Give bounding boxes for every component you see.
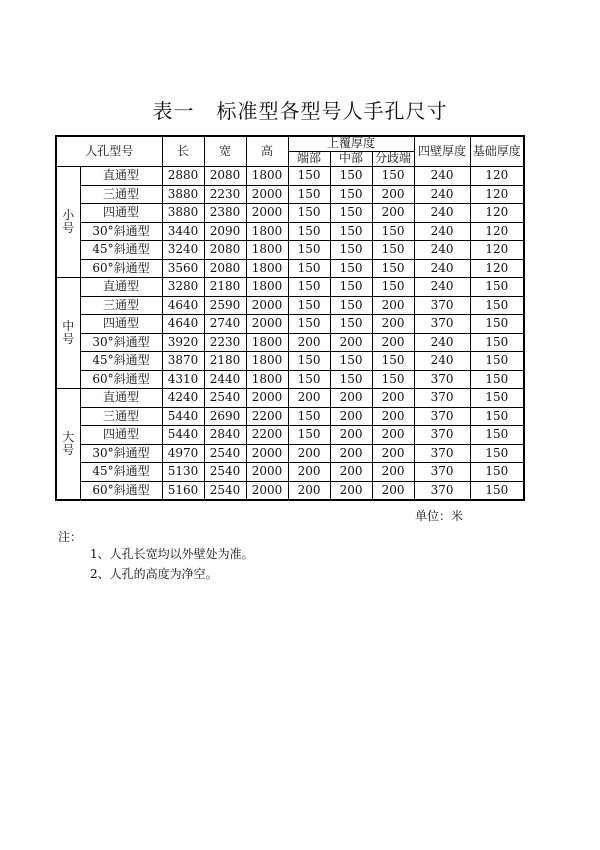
cell-length: 3880	[162, 204, 204, 223]
table-row	[56, 204, 524, 223]
cell-length: 3880	[162, 185, 204, 204]
note-2: 2、人孔的高度为净空。	[90, 567, 218, 581]
header-wall-thickness: 四壁厚度	[414, 136, 470, 167]
cell-base: 150	[470, 315, 524, 334]
cell-base: 150	[470, 370, 524, 389]
cell-wall: 240	[414, 222, 470, 241]
cell-cover-end: 150	[288, 241, 330, 260]
cell-cover-end: 150	[288, 185, 330, 204]
cell-height: 2000	[246, 389, 288, 408]
cell-height: 1800	[246, 278, 288, 297]
cell-width: 2090	[204, 222, 246, 241]
header-cover-thickness: 上覆厚度	[288, 136, 414, 152]
cell-type: 四通型	[80, 426, 162, 445]
cell-height: 2200	[246, 407, 288, 426]
cell-wall: 370	[414, 315, 470, 334]
cell-length: 3280	[162, 278, 204, 297]
cell-cover-end: 150	[288, 315, 330, 334]
cell-cover-end: 150	[288, 259, 330, 278]
cell-height: 2000	[246, 463, 288, 482]
cell-length: 3870	[162, 352, 204, 371]
cell-cover-branch: 200	[372, 389, 414, 408]
cell-cover-end: 200	[288, 333, 330, 352]
cell-cover-middle: 150	[330, 222, 372, 241]
cell-height: 2000	[246, 444, 288, 463]
cell-length: 3560	[162, 259, 204, 278]
cell-width: 2840	[204, 426, 246, 445]
cell-cover-branch: 200	[372, 185, 414, 204]
cell-width: 2740	[204, 315, 246, 334]
cell-base: 120	[470, 259, 524, 278]
cell-width: 2230	[204, 185, 246, 204]
cell-height: 2000	[246, 204, 288, 223]
cell-width: 2440	[204, 370, 246, 389]
cell-cover-middle: 200	[330, 389, 372, 408]
cell-width: 2080	[204, 259, 246, 278]
table-row	[56, 333, 524, 352]
cell-cover-branch: 200	[372, 333, 414, 352]
cell-wall: 370	[414, 444, 470, 463]
cell-wall: 240	[414, 241, 470, 260]
cell-base: 150	[470, 333, 524, 352]
cell-cover-branch: 200	[372, 444, 414, 463]
cell-cover-end: 200	[288, 389, 330, 408]
cell-wall: 240	[414, 185, 470, 204]
cell-wall: 370	[414, 481, 470, 500]
cell-cover-branch: 200	[372, 463, 414, 482]
note-1: 1、人孔长宽均以外壁处为准。	[90, 547, 254, 561]
cell-cover-end: 150	[288, 222, 330, 241]
header-length: 长	[162, 136, 204, 167]
cell-wall: 370	[414, 426, 470, 445]
cell-height: 1800	[246, 333, 288, 352]
cell-length: 4640	[162, 296, 204, 315]
cell-type: 30°斜通型	[80, 333, 162, 352]
cell-wall: 240	[414, 259, 470, 278]
unit-label: 单位：米	[415, 509, 464, 523]
cell-wall: 240	[414, 333, 470, 352]
page-title: 表一 标准型各型号人手孔尺寸	[152, 99, 448, 123]
cell-cover-end: 150	[288, 407, 330, 426]
manhole-dimensions-table	[55, 135, 525, 501]
table-row	[56, 426, 524, 445]
cell-type: 直通型	[80, 278, 162, 297]
cell-cover-branch: 200	[372, 315, 414, 334]
table-row	[56, 167, 524, 186]
cell-cover-middle: 200	[330, 426, 372, 445]
cell-height: 2000	[246, 296, 288, 315]
cell-cover-end: 150	[288, 278, 330, 297]
table-row	[56, 296, 524, 315]
cell-base: 120	[470, 185, 524, 204]
cell-cover-middle: 150	[330, 370, 372, 389]
cell-length: 5160	[162, 481, 204, 500]
cell-length: 4240	[162, 389, 204, 408]
cell-wall: 240	[414, 167, 470, 186]
cell-length: 4310	[162, 370, 204, 389]
header-type: 人孔型号	[56, 136, 162, 167]
cell-base: 150	[470, 407, 524, 426]
header-base-thickness: 基础厚度	[470, 136, 524, 167]
header-cover-middle: 中部	[330, 152, 372, 167]
cell-type: 直通型	[80, 389, 162, 408]
cell-cover-middle: 150	[330, 296, 372, 315]
cell-type: 30°斜通型	[80, 222, 162, 241]
cell-cover-end: 200	[288, 444, 330, 463]
cell-height: 1800	[246, 222, 288, 241]
cell-base: 150	[470, 352, 524, 371]
cell-type: 60°斜通型	[80, 259, 162, 278]
cell-length: 3920	[162, 333, 204, 352]
cell-cover-branch: 150	[372, 278, 414, 297]
cell-base: 150	[470, 278, 524, 297]
cell-base: 150	[470, 481, 524, 500]
cell-cover-middle: 150	[330, 259, 372, 278]
cell-cover-branch: 150	[372, 222, 414, 241]
size-group-label: 大 号	[56, 389, 80, 501]
cell-type: 直通型	[80, 167, 162, 186]
cell-width: 2540	[204, 463, 246, 482]
cell-type: 三通型	[80, 185, 162, 204]
cell-base: 150	[470, 389, 524, 408]
cell-cover-branch: 150	[372, 241, 414, 260]
cell-cover-end: 150	[288, 370, 330, 389]
cell-cover-middle: 150	[330, 241, 372, 260]
cell-height: 1800	[246, 352, 288, 371]
cell-width: 2540	[204, 444, 246, 463]
table-row	[56, 315, 524, 334]
cell-length: 5440	[162, 426, 204, 445]
cell-length: 4640	[162, 315, 204, 334]
table-row	[56, 185, 524, 204]
cell-height: 1800	[246, 167, 288, 186]
cell-type: 四通型	[80, 204, 162, 223]
table-row	[56, 481, 524, 500]
cell-cover-middle: 200	[330, 407, 372, 426]
table-row	[56, 241, 524, 260]
cell-cover-branch: 150	[372, 370, 414, 389]
cell-cover-end: 150	[288, 426, 330, 445]
table-row	[56, 222, 524, 241]
cell-base: 150	[470, 463, 524, 482]
cell-cover-end: 150	[288, 296, 330, 315]
cell-cover-middle: 200	[330, 444, 372, 463]
cell-length: 3440	[162, 222, 204, 241]
header-cover-end: 端部	[288, 152, 330, 167]
table-row	[56, 259, 524, 278]
cell-height: 1800	[246, 241, 288, 260]
table-body	[56, 167, 524, 501]
cell-width: 2690	[204, 407, 246, 426]
cell-height: 2000	[246, 185, 288, 204]
cell-cover-middle: 200	[330, 333, 372, 352]
cell-cover-middle: 150	[330, 185, 372, 204]
table-row	[56, 278, 524, 297]
cell-height: 2000	[246, 481, 288, 500]
cell-wall: 370	[414, 389, 470, 408]
cell-cover-end: 150	[288, 204, 330, 223]
cell-length: 5130	[162, 463, 204, 482]
cell-cover-branch: 200	[372, 296, 414, 315]
cell-cover-end: 200	[288, 481, 330, 500]
cell-length: 4970	[162, 444, 204, 463]
cell-base: 120	[470, 241, 524, 260]
table-row	[56, 389, 524, 408]
cell-cover-middle: 150	[330, 167, 372, 186]
cell-cover-branch: 150	[372, 167, 414, 186]
cell-base: 120	[470, 222, 524, 241]
cell-cover-middle: 150	[330, 352, 372, 371]
header-cover-branch: 分歧端	[372, 152, 414, 167]
cell-cover-end: 150	[288, 167, 330, 186]
cell-height: 1800	[246, 259, 288, 278]
cell-base: 150	[470, 426, 524, 445]
cell-type: 三通型	[80, 407, 162, 426]
cell-cover-branch: 200	[372, 426, 414, 445]
cell-height: 2200	[246, 426, 288, 445]
cell-cover-branch: 200	[372, 481, 414, 500]
cell-width: 2230	[204, 333, 246, 352]
cell-width: 2080	[204, 241, 246, 260]
cell-wall: 370	[414, 370, 470, 389]
cell-type: 四通型	[80, 315, 162, 334]
header-width: 宽	[204, 136, 246, 167]
cell-cover-middle: 150	[330, 278, 372, 297]
cell-cover-end: 150	[288, 352, 330, 371]
header-height: 高	[246, 136, 288, 167]
table-row	[56, 370, 524, 389]
table-row	[56, 463, 524, 482]
cell-cover-branch: 150	[372, 259, 414, 278]
cell-base: 150	[470, 296, 524, 315]
cell-cover-middle: 150	[330, 204, 372, 223]
cell-wall: 370	[414, 463, 470, 482]
cell-cover-end: 200	[288, 463, 330, 482]
cell-type: 45°斜通型	[80, 352, 162, 371]
cell-type: 30°斜通型	[80, 444, 162, 463]
cell-width: 2590	[204, 296, 246, 315]
cell-base: 120	[470, 167, 524, 186]
notes-title: 注：	[58, 530, 83, 544]
cell-type: 60°斜通型	[80, 370, 162, 389]
cell-base: 150	[470, 444, 524, 463]
cell-width: 2540	[204, 389, 246, 408]
cell-base: 120	[470, 204, 524, 223]
cell-length: 2880	[162, 167, 204, 186]
cell-width: 2080	[204, 167, 246, 186]
cell-cover-middle: 200	[330, 463, 372, 482]
cell-height: 2000	[246, 315, 288, 334]
cell-cover-branch: 200	[372, 204, 414, 223]
cell-length: 3240	[162, 241, 204, 260]
size-group-label: 中 号	[56, 278, 80, 389]
cell-wall: 370	[414, 296, 470, 315]
cell-wall: 240	[414, 278, 470, 297]
cell-width: 2380	[204, 204, 246, 223]
cell-cover-branch: 150	[372, 352, 414, 371]
cell-type: 45°斜通型	[80, 241, 162, 260]
table-row	[56, 407, 524, 426]
cell-wall: 240	[414, 352, 470, 371]
cell-type: 三通型	[80, 296, 162, 315]
cell-wall: 370	[414, 407, 470, 426]
table-row	[56, 444, 524, 463]
cell-cover-middle: 200	[330, 481, 372, 500]
cell-length: 5440	[162, 407, 204, 426]
cell-cover-middle: 150	[330, 315, 372, 334]
table-row	[56, 352, 524, 371]
cell-type: 60°斜通型	[80, 481, 162, 500]
cell-type: 45°斜通型	[80, 463, 162, 482]
cell-width: 2180	[204, 278, 246, 297]
cell-width: 2180	[204, 352, 246, 371]
cell-wall: 240	[414, 204, 470, 223]
size-group-label: 小 号	[56, 167, 80, 278]
cell-height: 1800	[246, 370, 288, 389]
cell-cover-branch: 200	[372, 407, 414, 426]
cell-width: 2540	[204, 481, 246, 500]
